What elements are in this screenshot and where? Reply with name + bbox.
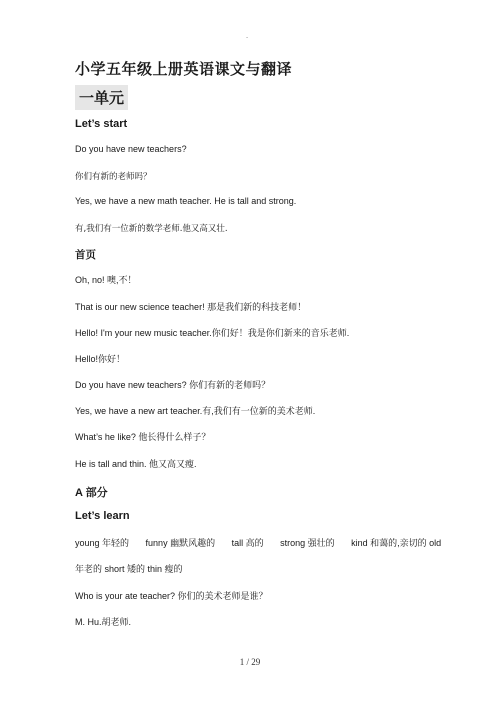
text-line: Yes, we have a new art teacher.有,我们有一位新的美术老师. bbox=[75, 406, 316, 416]
text-line: What’s he like? 他长得什么样子？ bbox=[75, 432, 211, 442]
text-line: He is tall and thin. 他又高又瘦. bbox=[75, 459, 197, 469]
document-title: 小学五年级上册英语课文与翻译 bbox=[75, 60, 293, 78]
text-line: Yes, we have a new math teacher. He is tall and strong. bbox=[75, 196, 297, 206]
section-lets-learn: Let’s learn bbox=[75, 510, 130, 522]
text-line: Hello! I'm your new music teacher.你们好！我是你们新来的音乐老师. bbox=[75, 328, 350, 338]
text-line: 有,我们有一位新的数学老师.他又高又壮. bbox=[75, 224, 228, 234]
vocab-item: strong 强壮的 bbox=[280, 538, 335, 548]
section-lets-start: Let’s start bbox=[75, 118, 128, 130]
section-part-a: A 部分 bbox=[75, 487, 108, 499]
text-line: Hello!你好！ bbox=[75, 354, 126, 364]
vocab-row-continued: 年老的 short 矮的 thin 瘦的 bbox=[75, 564, 183, 574]
unit-heading: 一单元 bbox=[75, 85, 128, 110]
text-line: Do you have new teachers? 你们有新的老师吗？ bbox=[75, 380, 271, 390]
text-line: Oh, no! 噢,不！ bbox=[75, 275, 137, 285]
page-number: 1 / 29 bbox=[239, 657, 261, 667]
section-home: 首页 bbox=[75, 249, 96, 261]
text-line: 你们有新的老师吗？ bbox=[75, 172, 152, 182]
vocab-row bbox=[75, 536, 455, 549]
text-line: M. Hu.胡老师. bbox=[75, 617, 132, 627]
vocab-item: tall 高的 bbox=[231, 538, 264, 548]
vocab-item: kind 和蔼的,亲切的 old bbox=[351, 538, 442, 548]
vocab-item: young 年轻的 bbox=[75, 538, 130, 548]
text-line: Who is your ate teacher? 你们的美术老师是谁？ bbox=[75, 591, 268, 601]
text-line: That is our new science teacher! 那是我们新的科技老师！ bbox=[75, 302, 307, 312]
header-mark: - bbox=[246, 34, 249, 41]
vocab-item: funny 幽默风趣的 bbox=[145, 538, 216, 548]
text-line: Do you have new teachers? bbox=[75, 144, 187, 154]
